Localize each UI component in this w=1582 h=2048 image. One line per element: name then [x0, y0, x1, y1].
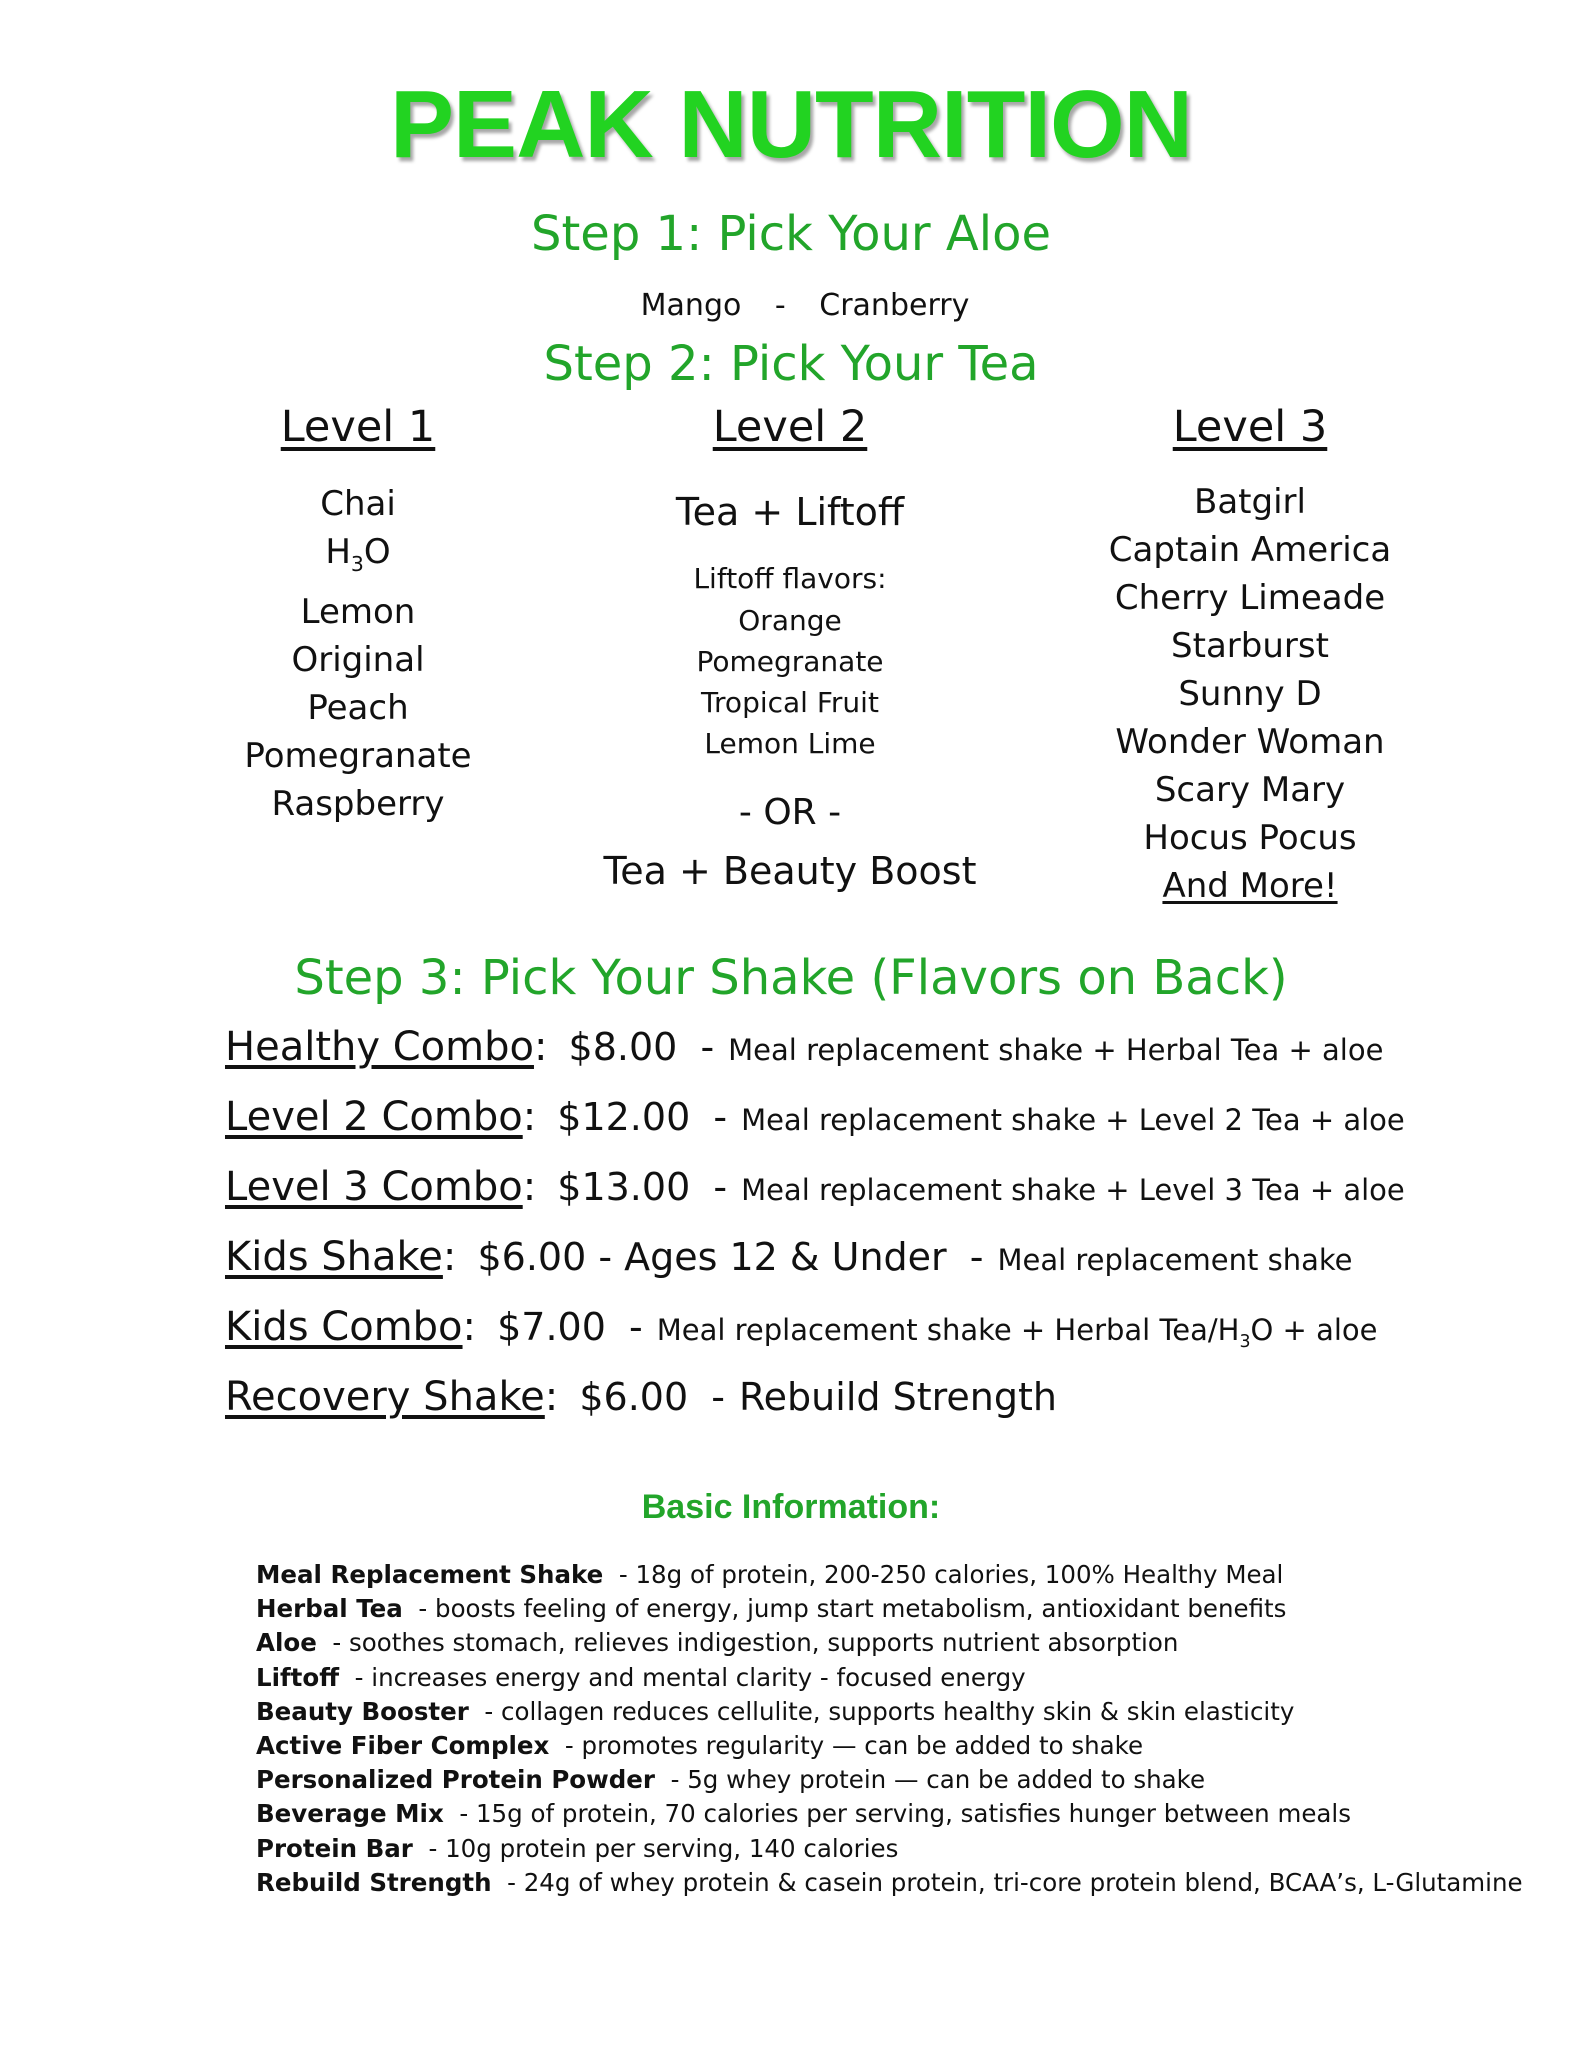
- combo-row-level3: Level 3 Combo: $13.00 - Meal replacement shake + Level 3 Tea + aloe: [225, 1164, 1405, 1210]
- info-desc: - promotes regularity — can be added to shake: [564, 1731, 1144, 1761]
- step2-heading: Step 2: Pick Your Tea: [543, 336, 1039, 392]
- level3-list: [1090, 478, 1410, 910]
- combo-row-kids-shake: Kids Shake: $6.00 - Ages 12 & Under - Meal replacement shake: [225, 1234, 1353, 1280]
- aloe-option-mango: Mango: [640, 288, 742, 323]
- list-item: Starburst: [1171, 626, 1329, 666]
- info-term: Meal Replacement Shake: [256, 1560, 604, 1589]
- combo-desc: Meal replacement shake + Level 3 Tea + aloe: [741, 1173, 1405, 1207]
- list-item: Original: [291, 639, 425, 680]
- basic-info-list: [256, 1558, 1556, 1900]
- page-title: PEAK NUTRITION: [390, 71, 1192, 178]
- combo-desc: Rebuild Strength: [738, 1375, 1057, 1419]
- info-desc: - 24g of whey protein & casein protein, tri-core protein blend, BCAA’s, L-Glutamine: [507, 1867, 1523, 1897]
- info-row: [256, 1729, 1556, 1763]
- info-desc: - 10g protein per serving, 140 calories: [428, 1833, 899, 1863]
- tea-level1-column: [208, 402, 508, 828]
- and-more-link[interactable]: And More!: [1162, 866, 1338, 906]
- list-item: Sunny D: [1178, 674, 1322, 714]
- list-item: Lemon Lime: [704, 727, 876, 760]
- tea-level3-column: [1090, 402, 1410, 910]
- level2-main-option: Tea + Liftoff: [675, 490, 905, 534]
- aloe-option-cranberry: Cranberry: [819, 288, 970, 323]
- info-desc: - collagen reduces cellulite, supports healthy skin & skin elasticity: [484, 1696, 1295, 1726]
- combo-list: [225, 1024, 1425, 1444]
- combo-price: $8.00: [568, 1025, 678, 1069]
- list-item: Pomegranate: [244, 735, 472, 776]
- list-item: Peach: [307, 687, 409, 728]
- info-desc: - increases energy and mental clarity - focused energy: [354, 1662, 1026, 1692]
- info-row: [256, 1797, 1556, 1831]
- info-row: [256, 1558, 1556, 1592]
- liftoff-flavors-title: Liftoff flavors:: [693, 562, 887, 595]
- info-desc: - soothes stomach, relieves indigestion, supports nutrient absorption: [332, 1628, 1179, 1658]
- tea-level2-column: [590, 402, 990, 893]
- level3-heading: Level 3: [1172, 402, 1328, 452]
- list-item: Pomegranate: [696, 645, 884, 678]
- combo-name: Kids Combo: [225, 1304, 463, 1350]
- info-row: [256, 1763, 1556, 1797]
- combo-row-kids-combo: Kids Combo: $7.00 - Meal replacement shake + Herbal Tea/$H_3O$ + aloe: [225, 1304, 1378, 1352]
- info-term: Aloe: [256, 1628, 317, 1658]
- level2-heading: Level 2: [712, 402, 868, 452]
- list-item: Scary Mary: [1154, 770, 1346, 810]
- level1-heading: Level 1: [280, 402, 436, 452]
- combo-price: $13.00: [557, 1165, 691, 1209]
- aloe-separator: -: [774, 288, 786, 323]
- combo-desc: Meal replacement shake + Level 2 Tea + aloe: [741, 1103, 1405, 1137]
- list-item: Tropical Fruit: [701, 686, 879, 719]
- info-row: [256, 1866, 1556, 1900]
- combo-price: $7.00: [497, 1305, 606, 1349]
- list-item: Lemon: [300, 591, 416, 632]
- or-separator: - OR -: [738, 792, 842, 833]
- list-item: Chai: [320, 484, 396, 524]
- combo-name: Kids Shake: [225, 1234, 443, 1280]
- aloe-options: [0, 288, 1582, 323]
- liftoff-flavors-list: [590, 600, 990, 764]
- info-row: [256, 1626, 1556, 1660]
- info-desc: - 5g whey protein — can be added to shake: [670, 1765, 1206, 1795]
- info-desc: - 15g of protein, 70 calories per serving, satisfies hunger between meals: [459, 1799, 1351, 1829]
- combo-price: $12.00: [557, 1095, 691, 1139]
- level1-list: [208, 480, 508, 828]
- combo-desc: Meal replacement shake: [997, 1243, 1353, 1277]
- info-row: [256, 1832, 1556, 1866]
- list-item: Captain America: [1108, 530, 1392, 570]
- info-term: Rebuild Strength: [256, 1867, 492, 1897]
- info-row: [256, 1661, 1556, 1695]
- list-item-h3o: $H_3O$: [325, 532, 391, 576]
- list-item: Hocus Pocus: [1143, 818, 1357, 858]
- info-term: Active Fiber Complex: [256, 1731, 550, 1761]
- list-item: Orange: [738, 604, 842, 637]
- combo-row-level2: Level 2 Combo: $12.00 - Meal replacement shake + Level 2 Tea + aloe: [225, 1094, 1405, 1140]
- info-term: Personalized Protein Powder: [256, 1765, 656, 1795]
- list-item: Cherry Limeade: [1114, 578, 1386, 618]
- info-term: Liftoff: [256, 1662, 340, 1692]
- step3-heading: Step 3: Pick Your Shake (Flavors on Back): [294, 950, 1288, 1006]
- info-term: Protein Bar: [256, 1833, 413, 1863]
- basic-info-heading: Basic Information:: [641, 1488, 941, 1526]
- step1-heading: Step 1: Pick Your Aloe: [531, 206, 1051, 262]
- combo-price: $6.00: [579, 1375, 689, 1419]
- list-item: Batgirl: [1194, 482, 1306, 522]
- combo-desc: Meal replacement shake + Herbal Tea/$H_3O$ + aloe: [656, 1313, 1378, 1352]
- info-desc: - boosts feeling of energy, jump start metabolism, antioxidant benefits: [418, 1594, 1287, 1624]
- list-item: Raspberry: [271, 783, 445, 824]
- info-desc: - 18g of protein, 200-250 calories, 100% Healthy Meal: [618, 1560, 1284, 1589]
- combo-price: $6.00 - Ages 12 & Under: [477, 1235, 947, 1279]
- list-item: Wonder Woman: [1115, 722, 1385, 762]
- combo-name: Level 2 Combo: [225, 1094, 523, 1140]
- info-term: Herbal Tea: [256, 1594, 403, 1624]
- level2-alt-option: Tea + Beauty Boost: [603, 849, 977, 893]
- combo-name: Recovery Shake: [225, 1374, 545, 1420]
- info-term: Beverage Mix: [256, 1799, 444, 1829]
- combo-row-recovery: Recovery Shake: $6.00 - Rebuild Strength: [225, 1374, 1057, 1420]
- info-row: [256, 1592, 1556, 1626]
- info-row: [256, 1695, 1556, 1729]
- combo-desc: Meal replacement shake + Herbal Tea + aloe: [728, 1033, 1384, 1067]
- combo-name: Level 3 Combo: [225, 1164, 523, 1210]
- info-term: Beauty Booster: [256, 1696, 469, 1726]
- combo-name: Healthy Combo: [225, 1024, 534, 1070]
- combo-row-healthy: Healthy Combo: $8.00 - Meal replacement shake + Herbal Tea + aloe: [225, 1024, 1384, 1070]
